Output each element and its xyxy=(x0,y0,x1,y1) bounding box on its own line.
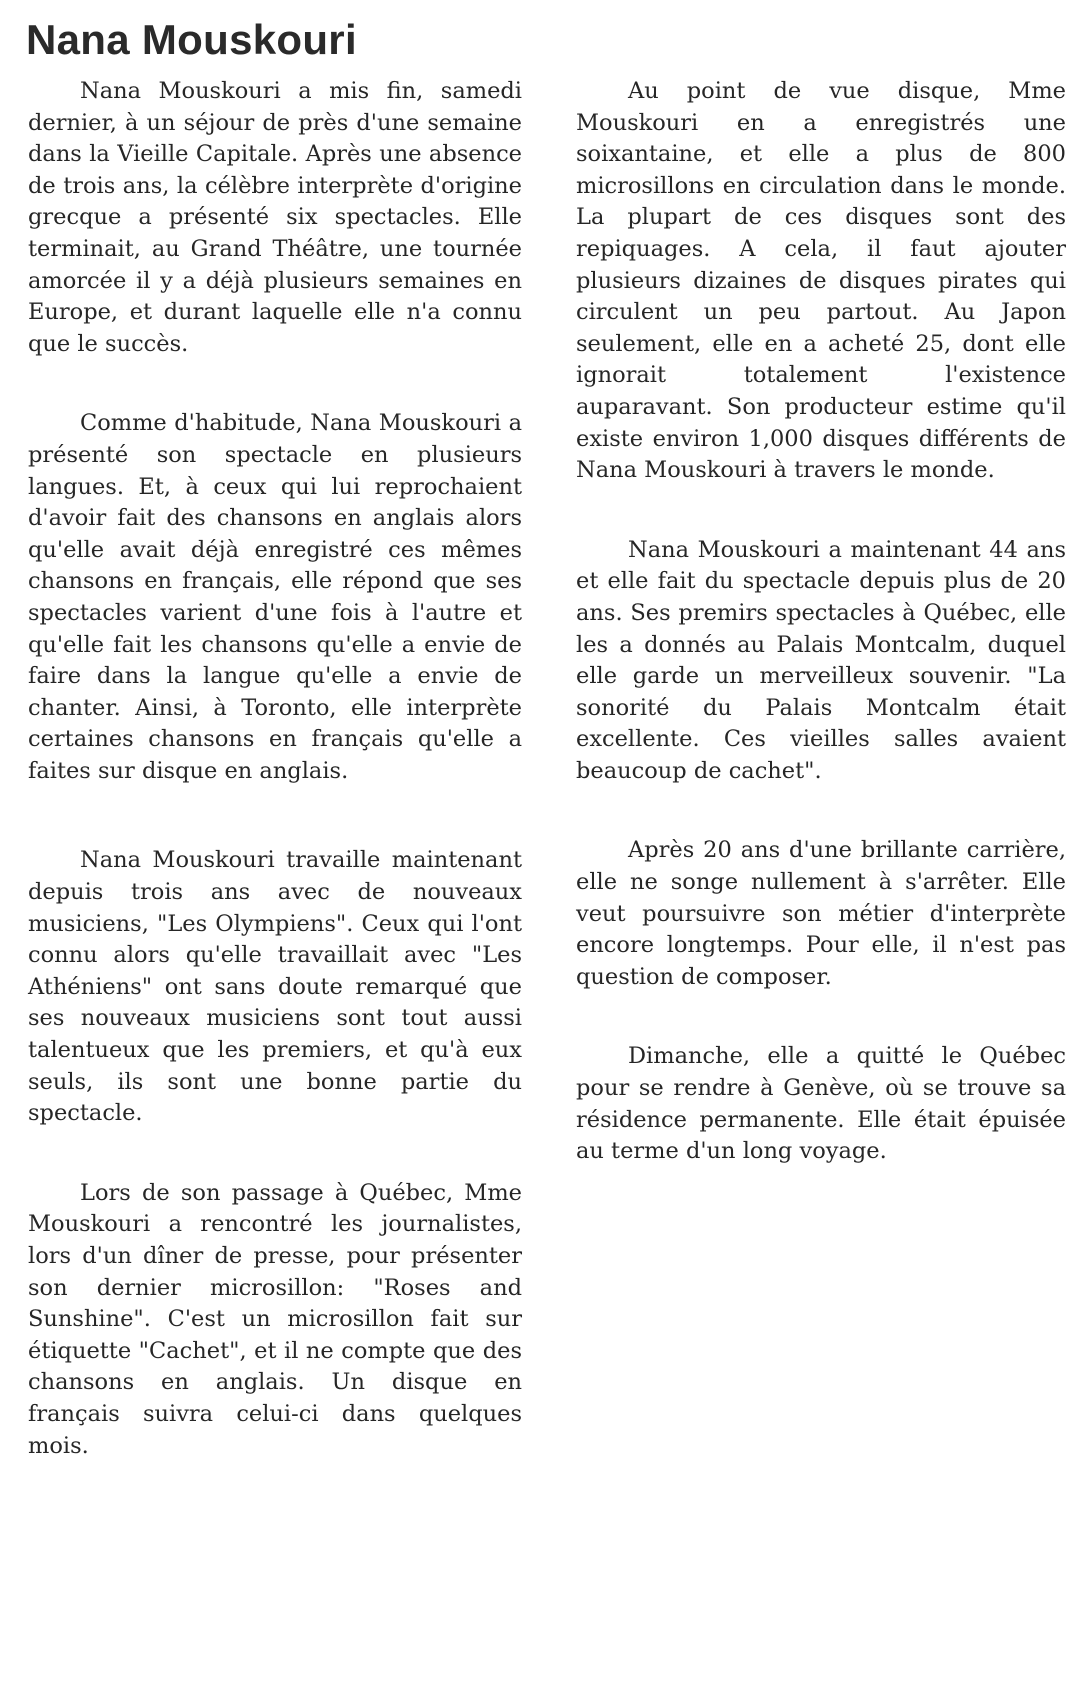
article-headline: Nana Mouskouri xyxy=(26,16,357,63)
right-column xyxy=(576,76,1066,1168)
paragraph: Au point de vue disque, Mme Mouskouri en a enregistrés une soixantaine, et elle a plus de 800 microsillons en circulation dans le monde. La plupart de ces disques sont des repiquages. A cela, il faut ajouter plusieurs dizaines de disques pirates qui circulent un peu partout. Au Japon seulement, elle en a acheté 25, dont elle ignorait totalement l'existence auparavant. Son producteur estime qu'il existe environ 1,000 disques différents de Nana Mouskouri à travers le monde. xyxy=(576,78,1066,484)
paragraph: Après 20 ans d'une brillante carrière, elle ne songe nullement à s'arrêter. Elle veut poursuivre son métier d'interprète encore longtemps. Pour elle, il n'est pas question de composer. xyxy=(576,837,1066,990)
paragraph: Lors de son passage à Québec, Mme Mouskouri a rencontré les journalistes, lors d'un dîner de presse, pour présenter son dernier microsillon: "Roses and Sunshine". C'est un microsillon fait sur étiquette "Cachet", et il ne compte que des chansons en anglais. Un disque en français suivra celui-ci dans quelques mois. xyxy=(28,1179,522,1459)
paragraph: Dimanche, elle a quitté le Québec pour se rendre à Genève, où se trouve sa résidence permanente. Elle était épuisée au terme d'un long voyage. xyxy=(576,1043,1066,1165)
paragraph: Nana Mouskouri a maintenant 44 ans et elle fait du spectacle depuis plus de 20 ans. Ses premirs spectacles à Québec, elle les a donnés au Palais Montcalm, duquel elle garde un merveilleux souvenir. "La sonorité du Palais Montcalm était excellente. Ces vieilles salles avaient beaucoup de cachet". xyxy=(576,536,1066,784)
paragraph: Nana Mouskouri a mis fin, samedi dernier, à un séjour de près d'une semaine dans la Vieille Capitale. Après une absence de trois ans, la célèbre interprète d'origine grecque a présenté six spectacles. Elle terminait, au Grand Théâtre, une tournée amorcée il y a déjà plusieurs semaines en Europe, et durant laquelle elle n'a connu que le succès. xyxy=(28,78,522,357)
paragraph: Comme d'habitude, Nana Mouskouri a présenté son spectacle en plusieurs langues. Et, à ceux qui lui reprochaient d'avoir fait des chansons en anglais alors qu'elle avait déjà enregistré ces mêmes chansons en français, elle répond que ses spectacles varient d'une fois à l'autre et qu'elle fait les chansons qu'elle a envie de faire dans la langue qu'elle a envie de chanter. Ainsi, à Toronto, elle interprète certaines chansons en français qu'elle a faites sur disque en anglais. xyxy=(28,410,522,784)
left-column xyxy=(28,76,522,1462)
paragraph: Nana Mouskouri travaille maintenant depuis trois ans avec de nouveaux musiciens, "Les Olympiens". Ceux qui l'ont connu alors qu'elle travaillait avec "Les Athéniens" ont sans doute remarqué que ses nouveaux musiciens sont tout aussi talentueux que les premiers, et qu'à eux seuls, ils sont une bonne partie du spectacle. xyxy=(28,847,522,1127)
